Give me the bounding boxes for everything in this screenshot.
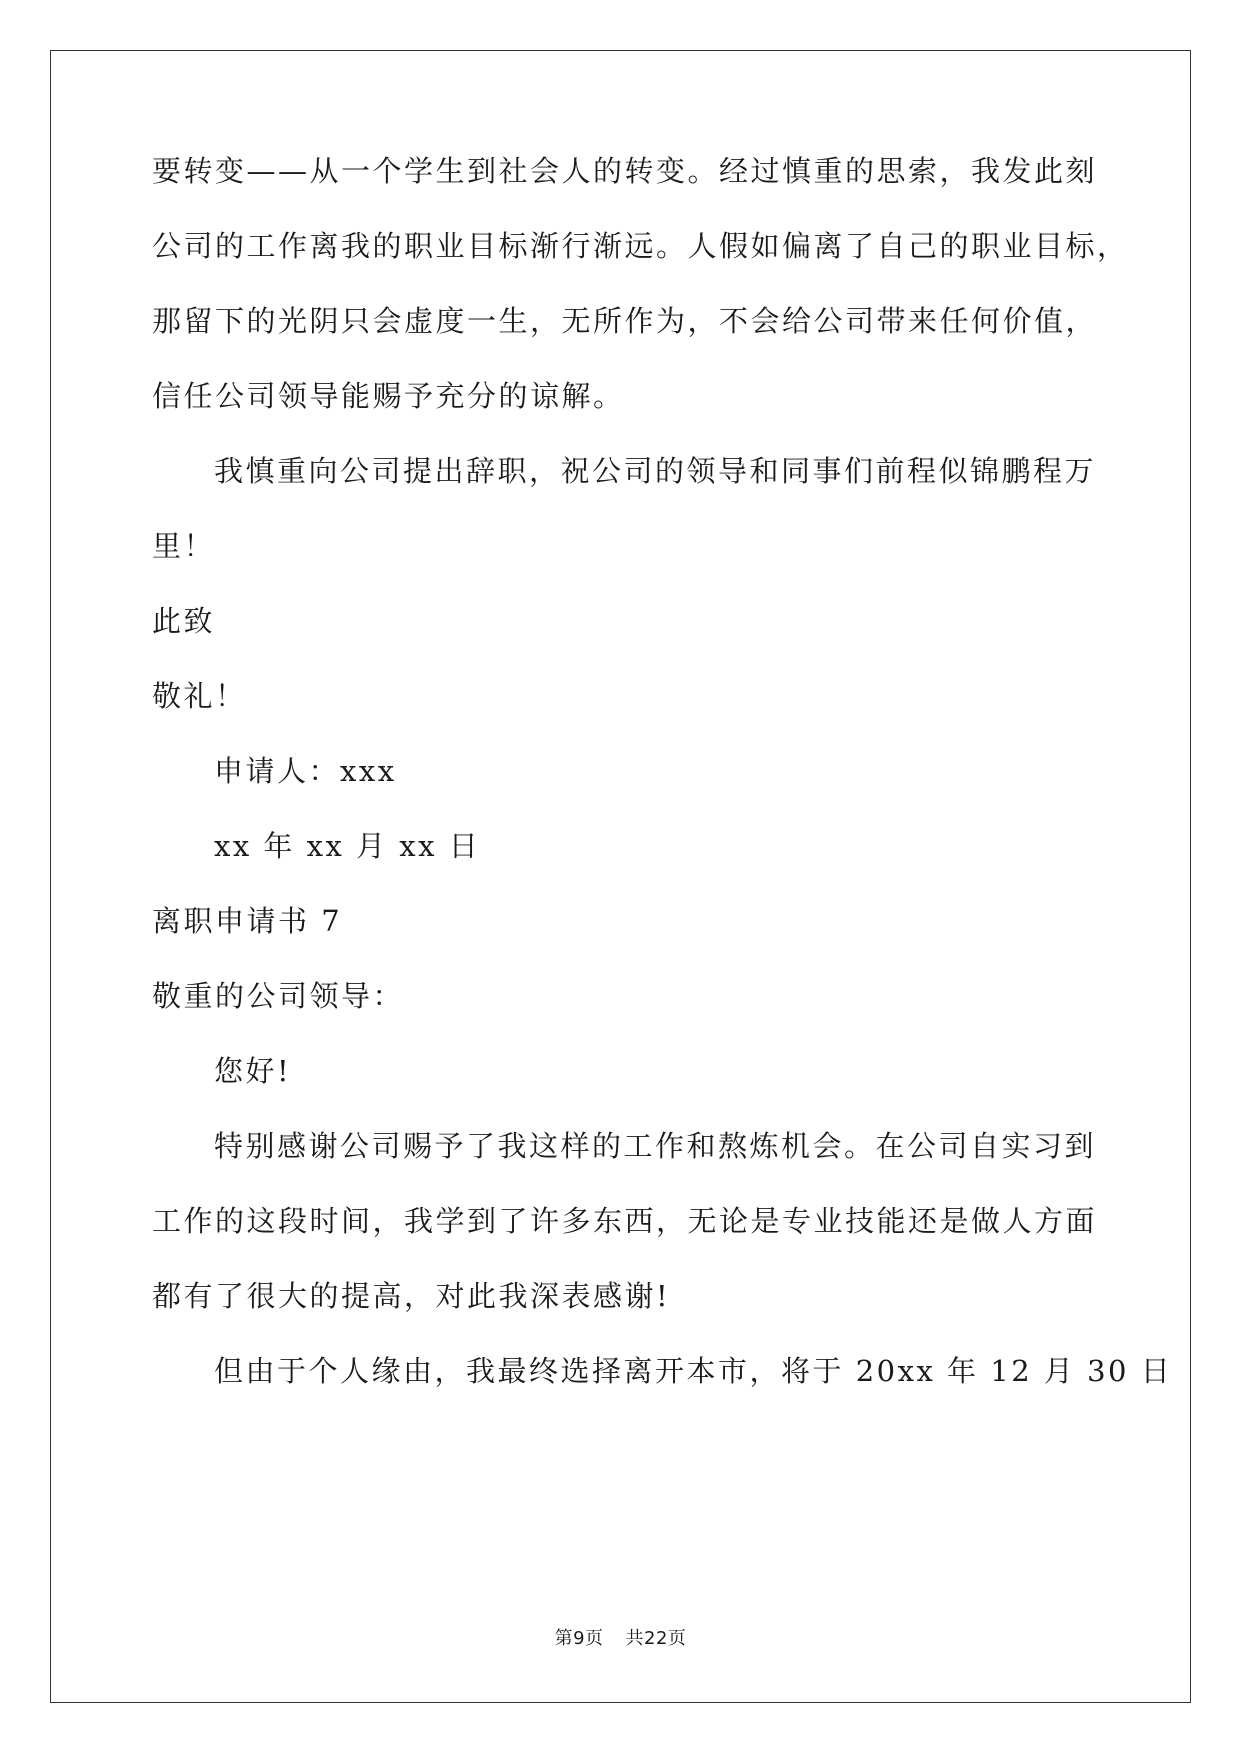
current-page-number: 9 [573,1628,586,1649]
section-heading: 离职申请书 7 [152,904,343,938]
closing-phrase: 此致 [152,604,216,638]
total-prefix: 共 [625,1628,645,1649]
text-line: 工作的这段时间，我学到了许多东西，无论是专业技能还是做人方面 [152,1204,1098,1238]
page-suffix: 页 [585,1628,604,1649]
salutation: 敬重的公司领导： [152,979,405,1013]
text-line: 要转变——从一个学生到社会人的转变。经过慎重的思索，我发此刻 [152,154,1098,188]
greeting: 您好! [214,1054,292,1088]
applicant-signature: 申请人：xxx [214,754,397,788]
page-prefix: 第 [554,1628,574,1649]
signature-date: xx 年 xx 月 xx 日 [214,829,481,863]
text-line: 里！ [152,529,216,563]
page-footer [0,1627,1241,1651]
paragraph-start: 我慎重向公司提出辞职，祝公司的领导和同事们前程似锦鹏程万 [214,454,1097,488]
text-line: 都有了很大的提高，对此我深表感谢! [152,1279,671,1313]
text-line: 那留下的光阴只会虚度一生，无所作为，不会给公司带来任何价值， [152,304,1098,338]
page-border [50,50,1191,1703]
paragraph-start: 但由于个人缘由，我最终选择离开本市，将于 20xx 年 12 月 30 日 [214,1354,1173,1388]
total-suffix: 页 [667,1628,687,1649]
closing-salute: 敬礼！ [152,679,247,713]
paragraph-start: 特别感谢公司赐予了我这样的工作和熬炼机会。在公司自实习到 [214,1129,1097,1163]
text-line: 信任公司领导能赐予充分的谅解。 [152,379,625,413]
text-line: 公司的工作离我的职业目标渐行渐远。人假如偏离了自己的职业目标， [152,229,1129,263]
total-page-count: 22 [644,1628,668,1649]
